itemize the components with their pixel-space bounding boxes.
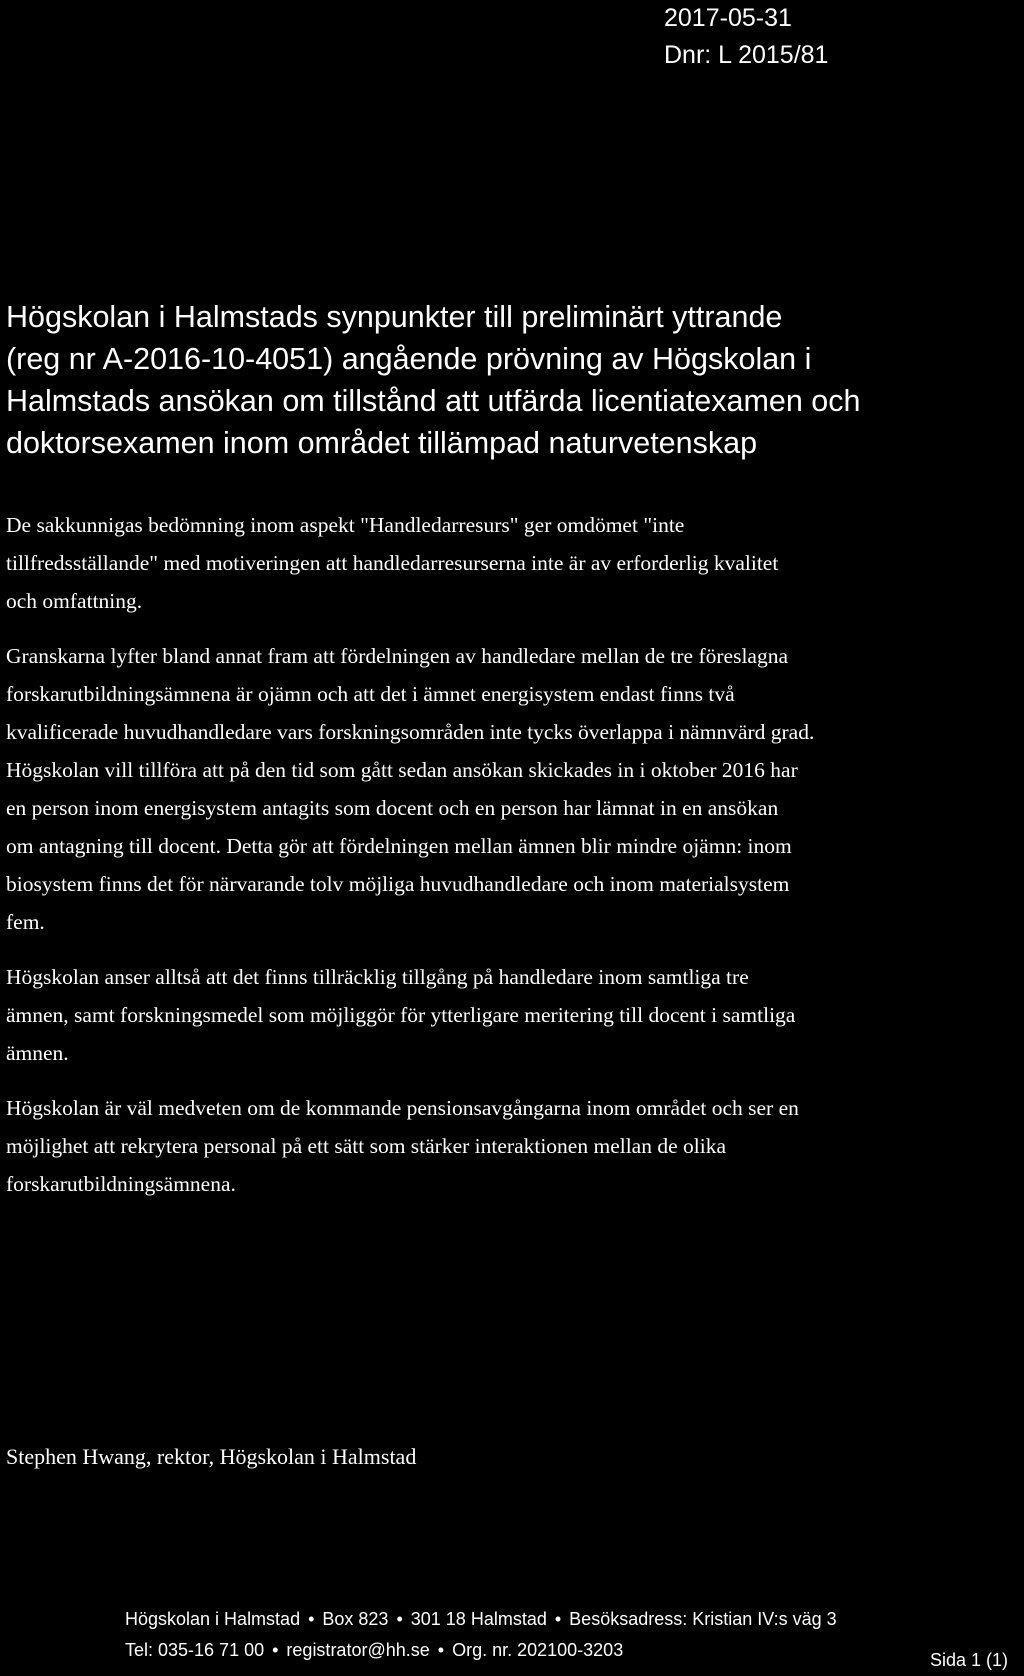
paragraph-conclusion bbox=[6, 958, 1006, 1072]
title-line: (reg nr A-2016-10-4051) angående prövning av Högskolan i bbox=[6, 342, 812, 376]
document-body bbox=[6, 506, 1006, 1220]
text-line: Högskolan vill tillföra att på den tid som gått sedan ansökan skickades in i oktober 2016 har bbox=[6, 758, 798, 782]
document-meta bbox=[664, 0, 828, 74]
footer-phone: Tel: 035-16 71 00 bbox=[125, 1640, 265, 1660]
paragraph-assessment bbox=[6, 506, 1006, 620]
text-line: och omfattning. bbox=[6, 589, 143, 613]
bullet-separator: • bbox=[554, 1609, 562, 1629]
signature: Stephen Hwang, rektor, Högskolan i Halmstad bbox=[6, 1444, 417, 1469]
footer-box: Box 823 bbox=[322, 1609, 389, 1629]
bullet-separator: • bbox=[396, 1609, 403, 1629]
title-line: Högskolan i Halmstads synpunkter till preliminärt yttrande bbox=[6, 300, 783, 334]
text-line: ämnen, samt forskningsmedel som möjliggör för ytterligare meritering till docent i samtliga bbox=[6, 1003, 796, 1027]
footer-postal: 301 18 Halmstad bbox=[410, 1609, 547, 1629]
title-line: doktorsexamen inom området tillämpad naturvetenskap bbox=[6, 426, 758, 460]
text-line: möjlighet att rekrytera personal på ett sätt som stärker interaktionen mellan de olika bbox=[6, 1134, 727, 1158]
document-dnr: Dnr: L 2015/81 bbox=[664, 41, 829, 69]
text-line: tillfredsställande" med motiveringen att handledarresurserna inte är av erforderlig kvalitet bbox=[6, 551, 779, 575]
text-line: kvalificerade huvudhandledare vars forskningsområden inte tycks överlappa i nämnvärd grad. bbox=[6, 720, 815, 744]
text-line: Högskolan är väl medveten om de kommande pensionsavgångarna inom området och ser en bbox=[6, 1096, 799, 1120]
text-line: ämnen. bbox=[6, 1041, 69, 1065]
bullet-separator: • bbox=[272, 1640, 279, 1660]
text-line: De sakkunnigas bedömning inom aspekt "Handledarresurs" ger omdömet "inte bbox=[6, 513, 685, 537]
text-line: fem. bbox=[6, 910, 45, 934]
footer-visiting-address: Besöksadress: Kristian IV:s väg 3 bbox=[569, 1609, 837, 1629]
text-line: en person inom energisystem antagits som docent och en person har lämnat in en ansökan bbox=[6, 796, 779, 820]
footer-institution: Högskolan i Halmstad bbox=[125, 1609, 301, 1629]
text-line: biosystem finns det för närvarande tolv möjliga huvudhandledare och inom materialsystem bbox=[6, 872, 790, 896]
footer-email: registrator@hh.se bbox=[286, 1640, 430, 1660]
text-line: forskarutbildningsämnena. bbox=[6, 1172, 236, 1196]
footer-line-address bbox=[125, 1604, 837, 1635]
text-line: Högskolan anser alltså att det finns tillräcklig tillgång på handledare inom samtliga tre bbox=[6, 965, 749, 989]
bullet-separator: • bbox=[308, 1609, 315, 1629]
page-number: Sida 1 (1) bbox=[930, 1650, 1009, 1670]
text-line: Granskarna lyfter bland annat fram att fördelningen av handledare mellan de tre föreslagna bbox=[6, 644, 789, 668]
title-line: Halmstads ansökan om tillstånd att utfärda licentiatexamen och bbox=[6, 384, 861, 418]
text-line: om antagning till docent. Detta gör att fördelningen mellan ämnen blir mindre ojämn: inom bbox=[6, 834, 792, 858]
document-title bbox=[6, 296, 1006, 464]
paragraph-retirements bbox=[6, 1089, 1006, 1203]
document-date: 2017-05-31 bbox=[664, 4, 792, 32]
footer-org-number: Org. nr. 202100-3203 bbox=[452, 1640, 624, 1660]
text-line: forskarutbildningsämnena är ojämn och att det i ämnet energisystem endast finns två bbox=[6, 682, 735, 706]
footer bbox=[125, 1604, 837, 1666]
bullet-separator: • bbox=[437, 1640, 445, 1660]
paragraph-reviewers bbox=[6, 637, 1006, 941]
footer-line-contact bbox=[125, 1635, 837, 1666]
